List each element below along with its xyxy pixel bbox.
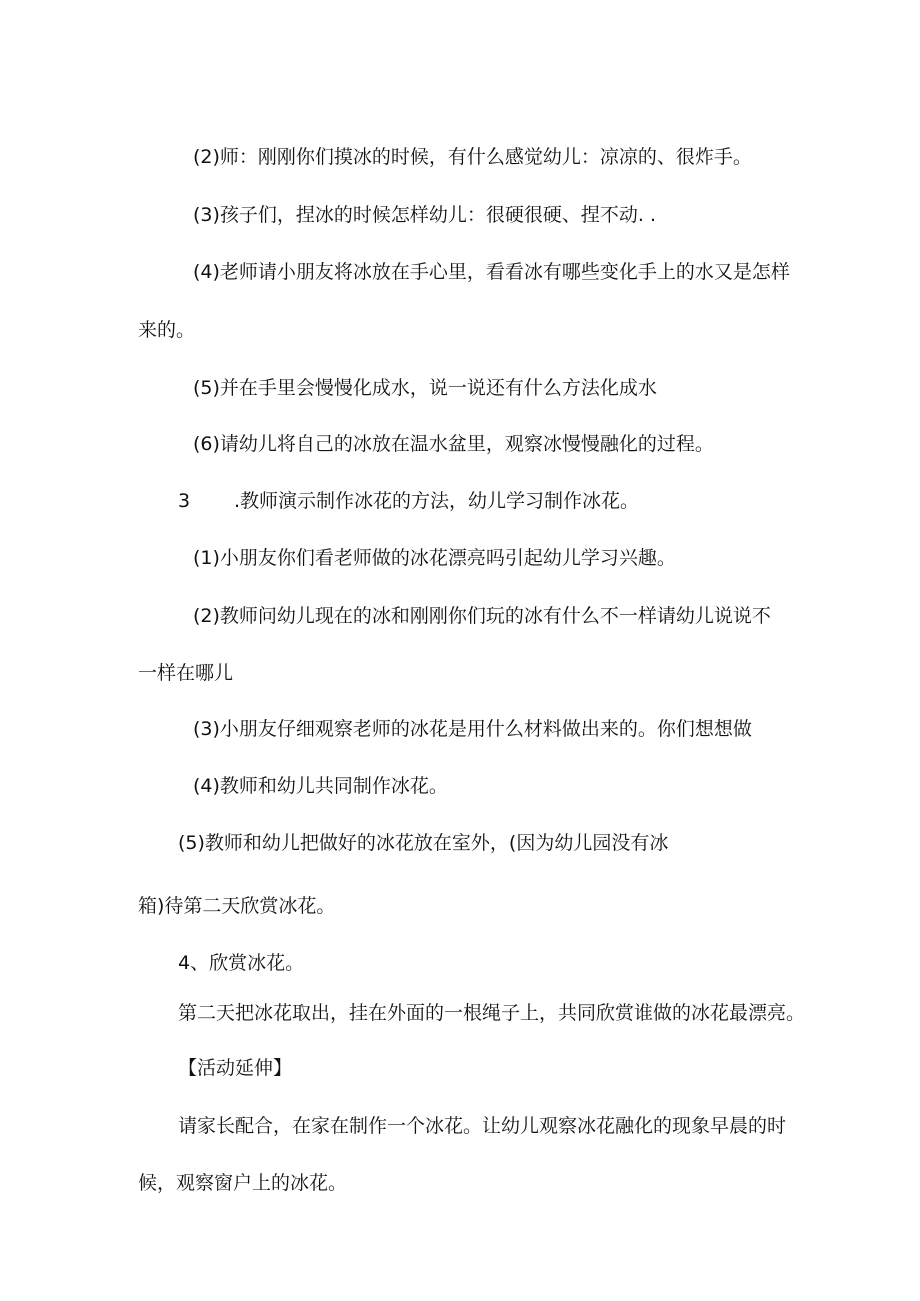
- text-line-step-4: (4)老师请小朋友将冰放在手心里，看看冰有哪些变化手上的水又是怎样: [193, 261, 790, 283]
- text-line-step-4-cont: 来的。: [138, 319, 196, 341]
- text-line-sub-2-cont: 一样在哪儿: [138, 662, 234, 684]
- text-line-step-6: (6)请幼儿将自己的冰放在温水盆里，观察冰慢慢融化的过程。: [193, 433, 714, 455]
- section-title: .教师演示制作冰花的方法，幼儿学习制作冰花。: [234, 490, 640, 512]
- text-line-sub-1: (1)小朋友你们看老师做的冰花漂亮吗引起幼儿学习兴趣。: [193, 547, 676, 569]
- text-line-extension-cont: 候，观察窗户上的冰花。: [138, 1172, 348, 1194]
- text-line-appreciate: 第二天把冰花取出，挂在外面的一根绳子上，共同欣赏谁做的冰花最漂亮。: [178, 1002, 806, 1024]
- text-line-sub-5-cont: 箱)待第二天欣赏冰花。: [138, 895, 336, 917]
- section-heading-4: 4、欣赏冰花。: [178, 952, 305, 974]
- text-line-sub-5: (5)教师和幼儿把做好的冰花放在室外，(因为幼儿园没有冰: [178, 832, 669, 854]
- section-number: 3: [178, 490, 191, 512]
- section-heading-3: [178, 489, 639, 513]
- text-line-step-3: (3)孩子们，捏冰的时候怎样幼儿：很硬很硬、捏不动. .: [193, 204, 657, 226]
- text-line-step-5: (5)并在手里会慢慢化成水，说一说还有什么方法化成水: [193, 377, 657, 399]
- text-line-sub-2: (2)教师问幼儿现在的冰和刚刚你们玩的冰有什么不一样请幼儿说说不: [193, 605, 771, 627]
- text-line-sub-4: (4)教师和幼儿共同制作冰花。: [193, 775, 448, 797]
- text-line-sub-3: (3)小朋友仔细观察老师的冰花是用什么材料做出来的。你们想想做: [193, 718, 752, 740]
- text-line-extension: 请家长配合，在家在制作一个冰花。让幼儿观察冰花融化的现象早晨的时: [178, 1115, 787, 1137]
- text-line-step-2: (2)师：刚刚你们摸冰的时候，有什么感觉幼儿：凉凉的、很炸手。: [193, 146, 752, 168]
- activity-extension-heading: 【活动延伸】: [178, 1057, 293, 1079]
